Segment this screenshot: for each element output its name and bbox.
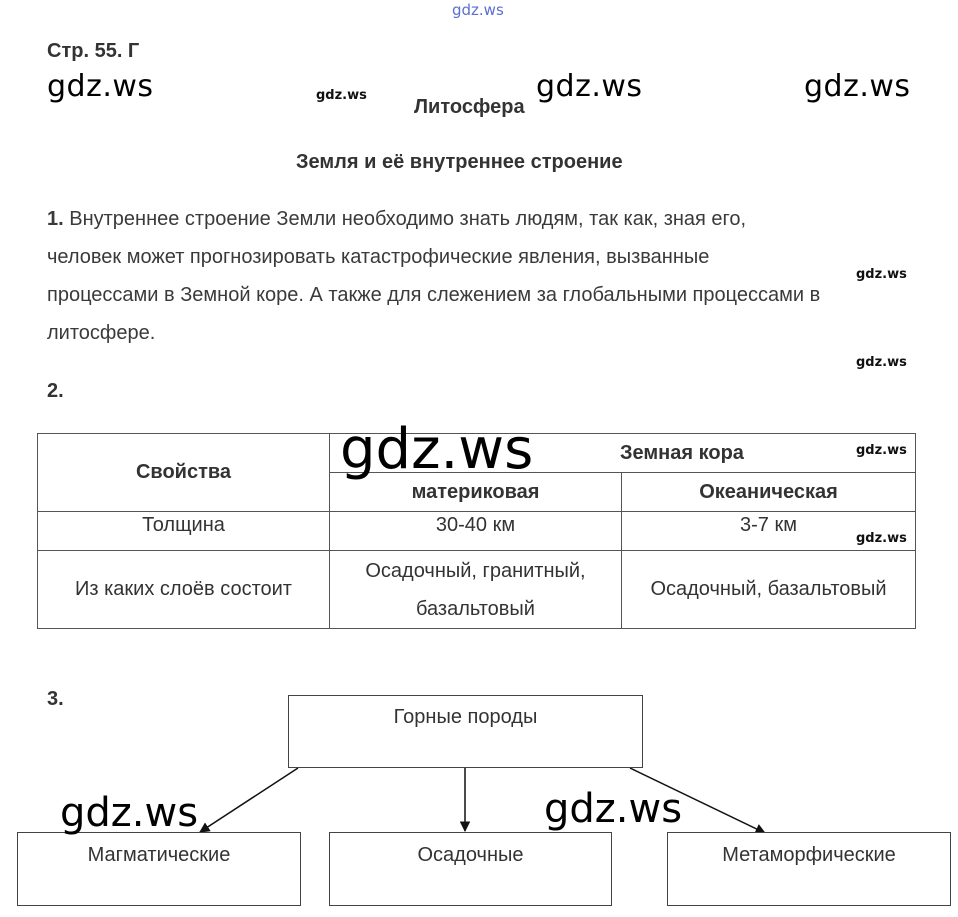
cell-layers-oceanic: Осадочный, базальтовый (622, 551, 916, 629)
task1-line-3: процессами в Земной коре. А также для слежением за глобальными процессами в (47, 284, 821, 306)
cell-thickness-continental: 30-40 км (330, 512, 622, 551)
cell-thickness: Толщина (38, 512, 330, 551)
watermark-small-table-2: gdz.ws (856, 531, 907, 546)
watermark-diagram-right: gdz.ws (544, 786, 683, 832)
magmatic-label: Магматические (87, 844, 231, 866)
sedimentary-box (329, 832, 612, 906)
task1-line-4: литосфере. (47, 322, 156, 344)
task2-number: 2. (47, 380, 64, 402)
header-continental: материковая (330, 473, 622, 512)
page-reference: Стр. 55. Г (47, 40, 140, 62)
metamorphic-box (667, 832, 951, 906)
watermark-left: gdz.ws (47, 69, 154, 104)
header-properties: Свойства (38, 434, 330, 512)
task1-number: 1. (47, 208, 64, 230)
cell-thickness-oceanic: 3-7 км (622, 512, 916, 551)
magmatic-box (17, 832, 301, 906)
cell-layers: Из каких слоёв состоит (38, 551, 330, 629)
metamorphic-label: Метаморфические (722, 844, 896, 866)
task1-line-2: человек может прогнозировать катастрофические явления, вызванные (47, 246, 710, 268)
task1-text-1: Внутреннее строение Земли необходимо знать людям, так как, зная его, (69, 208, 747, 230)
header-earth-crust: Земная кора (330, 434, 916, 473)
watermark-top: gdz.ws (452, 1, 504, 19)
watermark-huge: gdz.ws (340, 417, 534, 482)
watermark-small-header: gdz.ws (316, 88, 367, 103)
watermark-small-p2: gdz.ws (856, 355, 907, 370)
rocks-root-box (288, 695, 643, 768)
watermark-small-p1: gdz.ws (856, 267, 907, 282)
rocks-root-label: Горные породы (393, 706, 538, 728)
watermark-right: gdz.ws (804, 69, 911, 104)
sedimentary-label: Осадочные (417, 844, 524, 866)
watermark-center: gdz.ws (536, 69, 643, 104)
section-subtitle: Земля и её внутреннее строение (296, 151, 623, 173)
task3-number: 3. (47, 688, 64, 710)
arrow-to-magmatic (200, 768, 298, 832)
header-oceanic: Океаническая (622, 473, 916, 512)
watermark-diagram-left: gdz.ws (60, 790, 199, 836)
watermark-small-table-1: gdz.ws (856, 443, 907, 458)
page-title: Литосфера (414, 96, 525, 118)
cell-layers-continental-line-2: базальтовый (416, 597, 535, 620)
cell-layers-continental-line-1: Осадочный, гранитный, (365, 559, 586, 582)
